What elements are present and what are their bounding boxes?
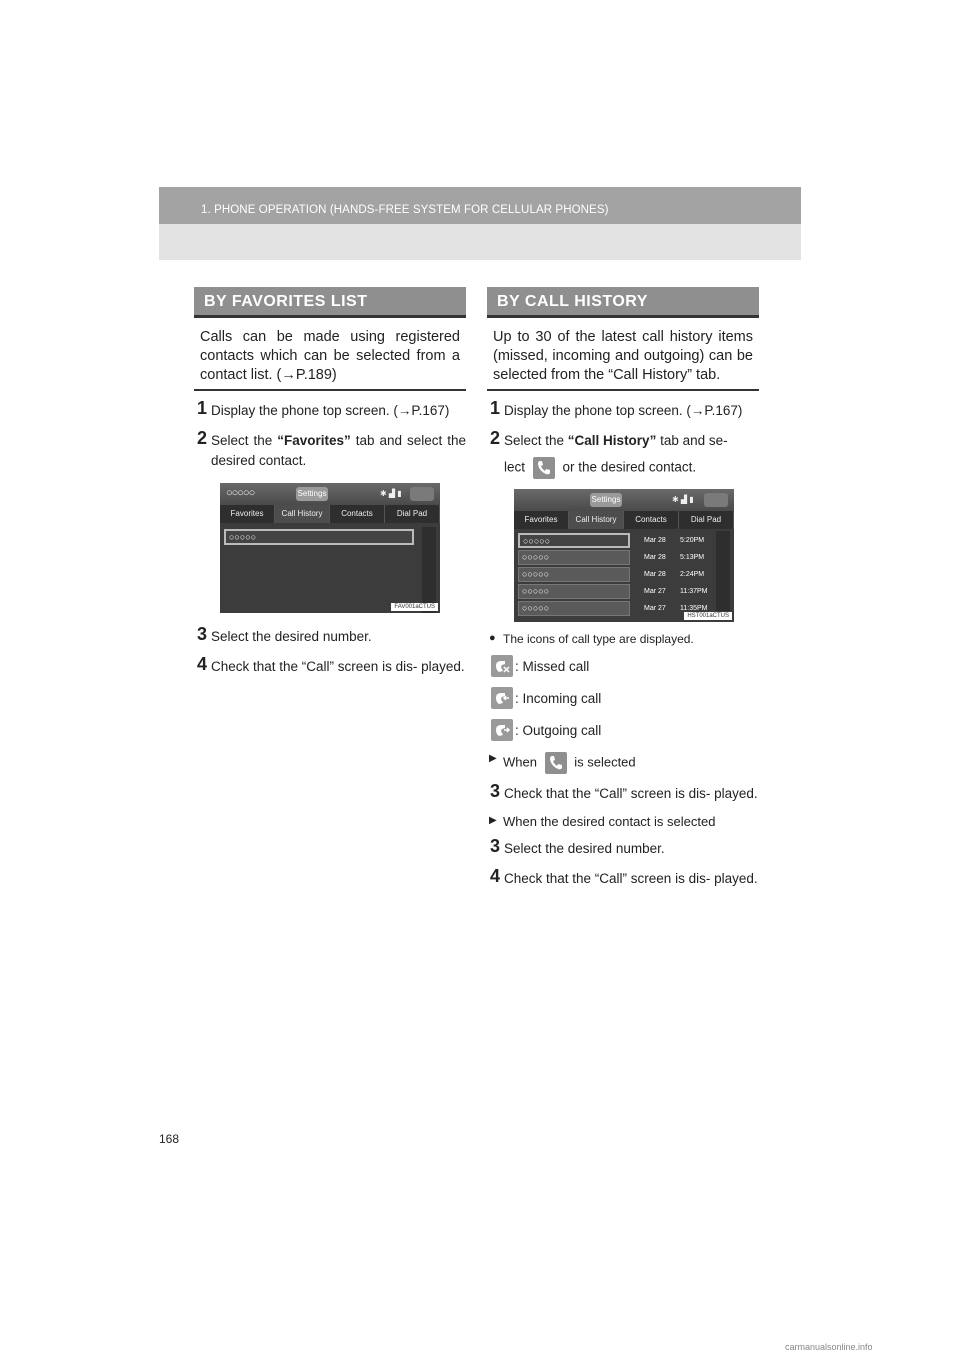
signal-icon: ✱ ▟ ▮ — [380, 489, 402, 498]
chapter-title: 1. PHONE OPERATION (HANDS-FREE SYSTEM FOR CELLULAR PHONES) — [201, 204, 609, 216]
favorites-screenshot — [220, 483, 440, 613]
step-number: 3 — [197, 624, 208, 644]
history-row-date: Mar 28 — [644, 537, 666, 544]
bullet-icon: ● — [489, 632, 496, 644]
scroll-bar[interactable] — [716, 531, 730, 611]
step-text-line2-post: or the desired contact. — [562, 459, 697, 475]
tab-call-history[interactable]: Call History — [275, 505, 330, 523]
history-row-date: Mar 27 — [644, 588, 666, 595]
history-step-3b — [487, 836, 759, 859]
history-row-name[interactable]: ○○○○○ — [518, 533, 630, 548]
favorite-contact-row[interactable]: ○○○○○ — [224, 529, 414, 545]
history-step-4 — [487, 866, 759, 889]
tab-dial-pad[interactable]: Dial Pad — [385, 505, 440, 523]
arrow-icon: ▶ — [489, 815, 497, 826]
favorites-section — [194, 287, 466, 677]
call-history-section — [487, 287, 759, 889]
step-text: Display the phone top screen. (→P.167) — [211, 403, 450, 418]
favorites-step-3 — [194, 624, 466, 647]
scroll-bar[interactable] — [422, 527, 436, 613]
step-text: Check that the “Call” screen is dis- played. — [504, 786, 758, 801]
step-text: Display the phone top screen. (→P.167) — [504, 403, 743, 418]
note-text: The icons of call type are displayed. — [503, 632, 694, 646]
step-text-line2-pre: lect — [504, 459, 526, 475]
history-row-time: 5:13PM — [680, 554, 705, 561]
step-number: 1 — [490, 398, 501, 418]
screen-tabs — [220, 505, 440, 523]
call-history-screenshot — [514, 489, 734, 622]
favorites-intro: Calls can be made using registered contacts which can be selected from a contact list. (→P.189) — [194, 318, 466, 391]
outgoing-call-icon — [491, 719, 513, 741]
step-number: 1 — [197, 398, 208, 418]
back-button[interactable] — [410, 487, 434, 501]
favorites-section-title: BY FAVORITES LIST — [194, 287, 466, 318]
step-number: 4 — [490, 866, 501, 886]
arrow-text-post: is selected — [574, 754, 636, 770]
phone-icon — [533, 457, 555, 479]
arrow-icon: ▶ — [489, 753, 497, 764]
history-row-name[interactable]: ○○○○○ — [518, 550, 630, 565]
step-text: Select the desired number. — [504, 841, 665, 856]
history-step-1 — [487, 398, 759, 421]
step-number: 2 — [197, 428, 208, 448]
step-number: 3 — [490, 836, 501, 856]
step-number: 3 — [490, 781, 501, 801]
history-row-date: Mar 27 — [644, 605, 666, 612]
step-text-pre: Select the — [504, 433, 568, 448]
when-contact-selected — [487, 814, 759, 829]
outgoing-call-legend — [491, 718, 759, 742]
tab-call-history[interactable]: Call History — [569, 511, 624, 529]
history-row-date: Mar 28 — [644, 571, 666, 578]
call-type-note — [487, 632, 759, 646]
history-row-name[interactable]: ○○○○○ — [518, 601, 630, 616]
signal-icon: ✱ ▟ ▮ — [672, 495, 694, 504]
tab-favorites[interactable]: Favorites — [514, 511, 569, 529]
call-history-intro: Up to 30 of the latest call history items (missed, incoming and outgoing) can be selected from the “Call History” tab. — [487, 318, 759, 391]
missed-call-icon — [491, 655, 513, 677]
history-row-time: 11:37PM — [680, 588, 708, 595]
history-row-time: 2:24PM — [680, 571, 705, 578]
favorites-step-1 — [194, 398, 466, 421]
history-row-time: 11:35PM — [680, 605, 708, 612]
history-step-3a — [487, 781, 759, 804]
page-number: 168 — [159, 1132, 180, 1146]
screen-device-name: ○○○○○ — [226, 487, 255, 499]
step-text: Check that the “Call” screen is dis- played. — [211, 659, 465, 674]
incoming-call-legend — [491, 686, 759, 710]
legend-text: : Missed call — [515, 658, 590, 674]
step-number: 4 — [197, 654, 208, 674]
phone-icon — [545, 752, 567, 774]
tab-contacts[interactable]: Contacts — [330, 505, 385, 523]
arrow-text: When the desired contact is selected — [503, 814, 716, 829]
screen-status-bar — [220, 483, 440, 505]
favorites-tab-name: “Favorites” — [277, 433, 351, 448]
favorites-step-4 — [194, 654, 466, 677]
arrow-text-pre: When — [503, 754, 537, 770]
call-history-section-title: BY CALL HISTORY — [487, 287, 759, 318]
step-text-post: tab and se- — [656, 433, 728, 448]
history-row-name[interactable]: ○○○○○ — [518, 567, 630, 582]
call-history-tab-name: “Call History” — [567, 433, 657, 448]
settings-button[interactable]: Settings — [590, 493, 622, 507]
step-text: Check that the “Call” screen is dis- played. — [504, 871, 758, 886]
page-header — [159, 187, 801, 260]
figure-code: FAV001aCTUS — [391, 603, 438, 611]
when-phone-selected — [487, 752, 759, 774]
incoming-call-icon — [491, 687, 513, 709]
tab-dial-pad[interactable]: Dial Pad — [679, 511, 734, 529]
favorites-step-2 — [194, 428, 467, 471]
back-button[interactable] — [704, 493, 728, 507]
header-bar — [159, 187, 801, 224]
step-text-post: tab and select the desired contact. — [211, 433, 467, 468]
tab-favorites[interactable]: Favorites — [220, 505, 275, 523]
history-step-2 — [487, 428, 759, 479]
step-text: Select the desired number. — [211, 629, 372, 644]
step-number: 2 — [490, 428, 501, 448]
legend-text: : Incoming call — [515, 690, 602, 706]
figure-code: HST001aCTUS — [684, 612, 732, 620]
watermark: carmanualsonline.info — [785, 1342, 873, 1352]
history-row-name[interactable]: ○○○○○ — [518, 584, 630, 599]
step-text-pre: Select the — [211, 433, 278, 448]
missed-call-legend — [491, 654, 759, 678]
legend-text: : Outgoing call — [515, 722, 602, 738]
tab-contacts[interactable]: Contacts — [624, 511, 679, 529]
settings-button[interactable]: Settings — [296, 487, 328, 501]
history-row-time: 5:20PM — [680, 537, 705, 544]
screen-status-bar — [514, 489, 734, 511]
history-row-date: Mar 28 — [644, 554, 666, 561]
screen-tabs — [514, 511, 734, 529]
